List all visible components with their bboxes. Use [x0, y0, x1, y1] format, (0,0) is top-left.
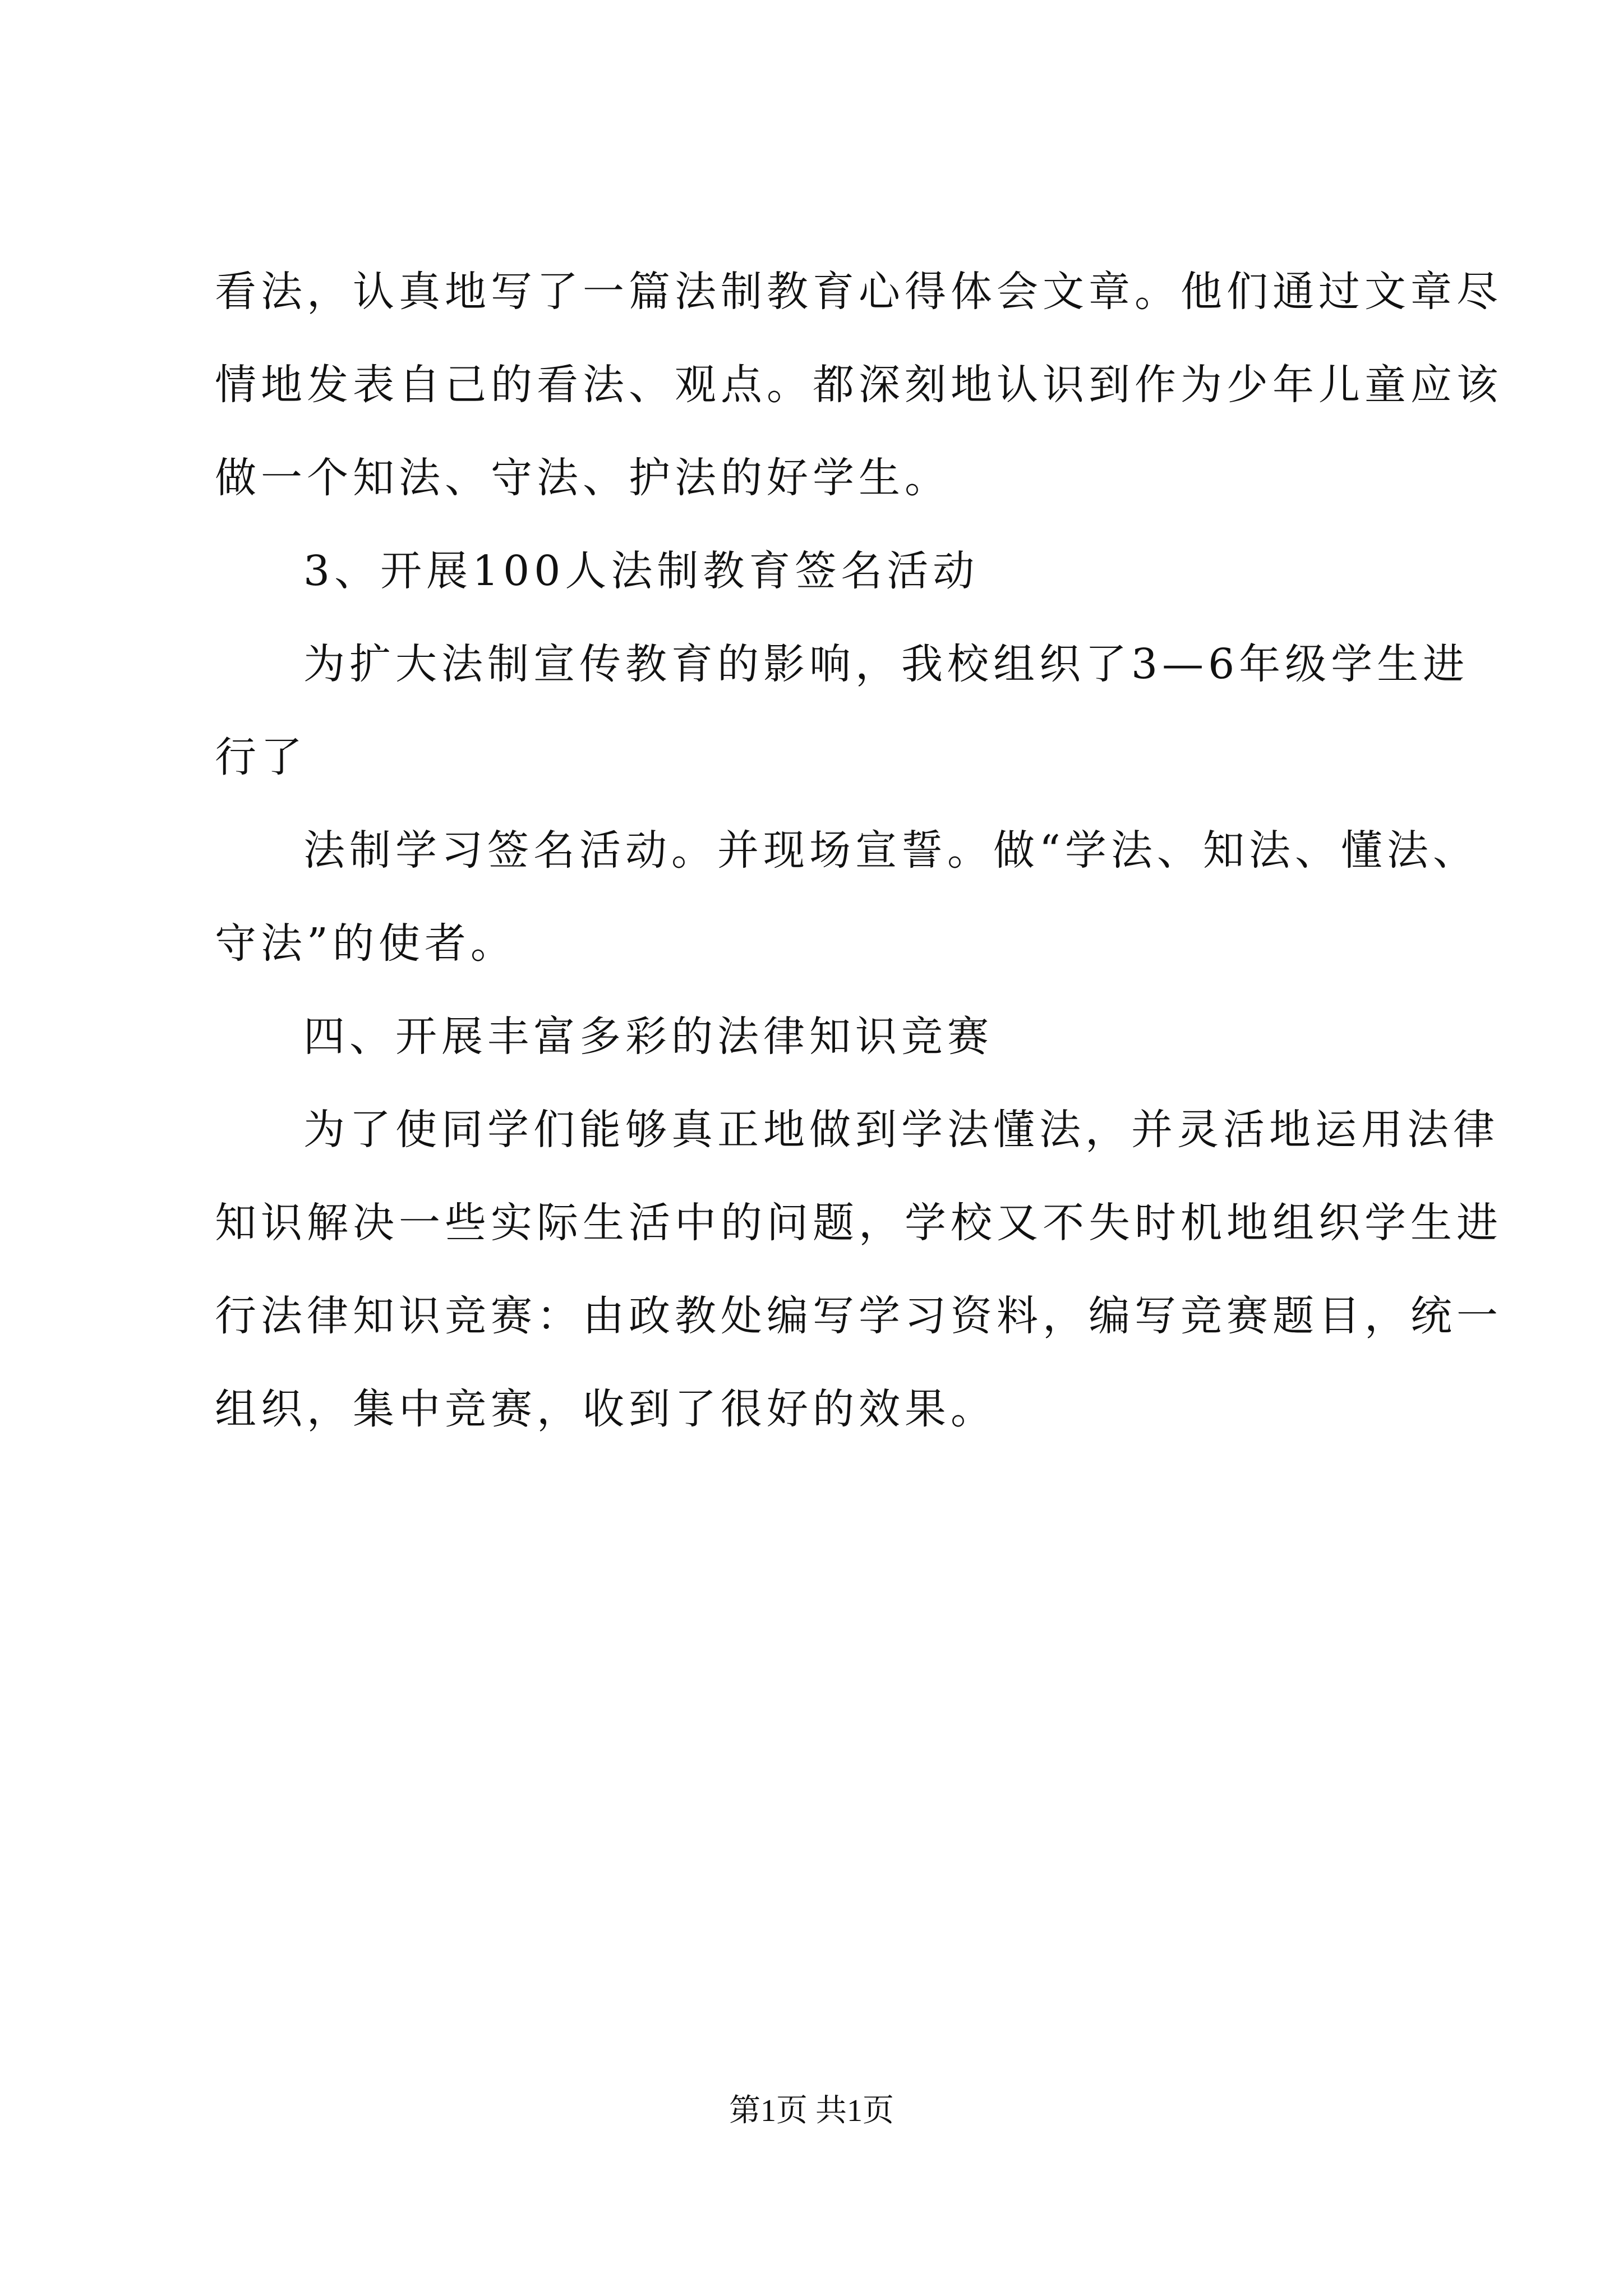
text-line: 情地发表自己的看法、观点。都深刻地认识到作为少年儿童应该 [215, 361, 1502, 409]
text-line: 看法，认真地写了一篇法制教育心得体会文章。他们通过文章尽 [215, 268, 1502, 316]
text-line: 做一个知法、守法、护法的好学生。 [215, 454, 951, 502]
text-line: 法制学习签名活动。并现场宣誓。做“学法、知法、懂法、 [303, 826, 1479, 875]
section-heading: 四、开展丰富多彩的法律知识竞赛 [303, 1013, 993, 1061]
section-heading: 3、开展100人法制教育签名活动 [303, 547, 979, 595]
text-line: 知识解决一些实际生活中的问题，学校又不失时机地组织学生进 [215, 1199, 1502, 1247]
text-line: 行法律知识竞赛：由政教处编写学习资料，编写竞赛题目，统一 [215, 1292, 1502, 1340]
text-line: 为了使同学们能够真正地做到学法懂法，并灵活地运用法律 [303, 1106, 1499, 1154]
text-line: 守法”的使者。 [215, 919, 517, 968]
page-footer: 第1页 共1页 [729, 2093, 894, 2128]
text-line: 为扩大法制宣传教育的影响，我校组织了3—6年级学生进 [303, 640, 1469, 688]
text-line: 组织，集中竞赛，收到了很好的效果。 [215, 1385, 997, 1433]
text-line: 行了 [215, 733, 307, 781]
